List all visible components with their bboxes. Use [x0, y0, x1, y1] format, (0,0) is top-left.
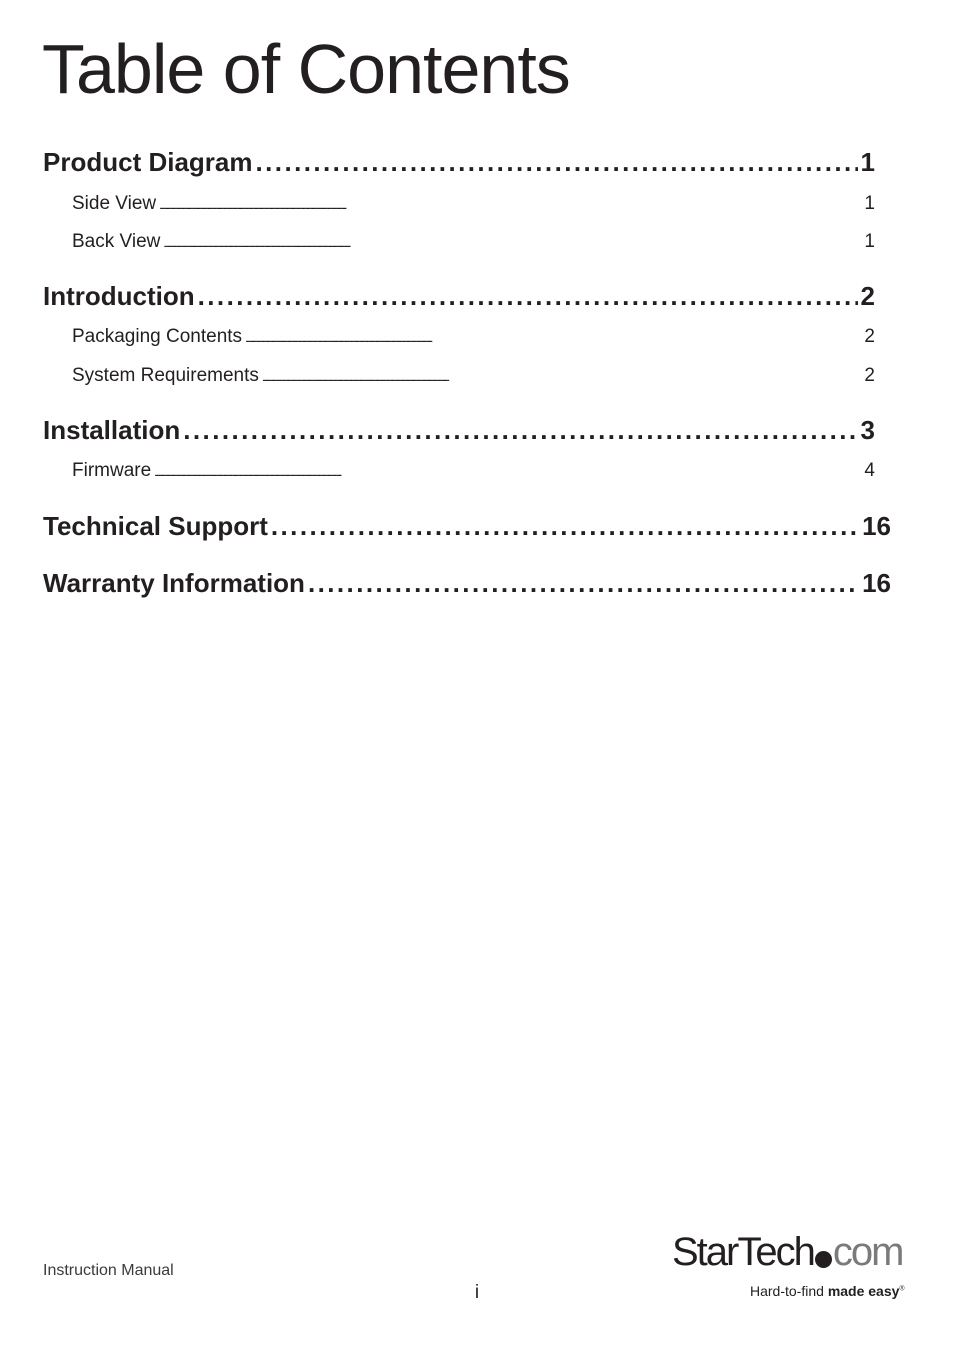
toc-entry-page: 3: [860, 415, 875, 445]
toc-entry-label: Packaging Contents: [72, 326, 243, 347]
toc-entry-technical-support[interactable]: [43, 511, 891, 542]
toc-entry-page: 1: [860, 147, 875, 177]
toc-entry-label: Firmware: [72, 460, 152, 481]
toc-entry-label: Back View: [72, 231, 161, 252]
toc-entry-page: 2: [860, 281, 875, 311]
dot-leader: [271, 511, 859, 542]
startech-logo: [672, 1232, 912, 1307]
toc-entry-label: Warranty Information: [43, 568, 305, 598]
toc-entry-page: 1: [864, 231, 875, 252]
toc-entry-product-diagram[interactable]: [43, 147, 875, 178]
dot-leader: [308, 568, 859, 599]
toc-entry-label: Installation: [43, 415, 181, 445]
toc-entry-page: 16: [862, 568, 891, 598]
toc-entry-warranty-information[interactable]: [43, 568, 891, 599]
toc-entry-packaging-contents[interactable]: [72, 326, 875, 348]
toc-entry-page: 16: [862, 511, 891, 541]
dot-leader: [198, 281, 858, 312]
dot-leader: [163, 238, 861, 250]
toc-entry-page: 2: [864, 326, 875, 347]
toc-entry-label: Introduction: [43, 281, 195, 311]
logo-brand-suffix: com: [832, 1230, 903, 1274]
toc-entry-label: System Requirements: [72, 365, 259, 386]
logo-brand-main: StarTech: [672, 1230, 814, 1274]
dot-leader: [183, 415, 857, 446]
toc-entry-installation[interactable]: [43, 415, 875, 446]
toc-entry-side-view[interactable]: [72, 193, 875, 215]
logo-tagline-regular: Hard-to-find: [750, 1283, 828, 1299]
dot-leader: [154, 467, 861, 479]
toc-entry-label: Technical Support: [43, 511, 268, 541]
logo-tagline-bold: made easy: [827, 1283, 900, 1299]
toc-entry-system-requirements[interactable]: [72, 365, 875, 387]
logo-wordmark: [672, 1232, 902, 1272]
toc-entry-page: 4: [864, 460, 875, 481]
toc-entry-page: 2: [864, 365, 875, 386]
toc-entry-back-view[interactable]: [72, 231, 875, 253]
dot-leader: [159, 200, 861, 212]
toc-entry-label: Product Diagram: [43, 147, 253, 177]
registered-mark: ®: [899, 1285, 905, 1293]
toc-entry-page: 1: [864, 193, 875, 214]
dot-leader: [245, 333, 861, 345]
dot-leader: [262, 372, 862, 384]
toc-entry-label: Side View: [72, 193, 157, 214]
dot-leader: [256, 147, 858, 178]
page-title: Table of Contents: [42, 30, 570, 108]
toc-entry-firmware[interactable]: [72, 460, 875, 482]
logo-dot-icon: [815, 1251, 832, 1268]
toc-entry-introduction[interactable]: [43, 281, 875, 312]
page-number: i: [474, 1282, 480, 1303]
footer-doc-type: Instruction Manual: [43, 1262, 174, 1279]
logo-tagline: [750, 1283, 905, 1299]
